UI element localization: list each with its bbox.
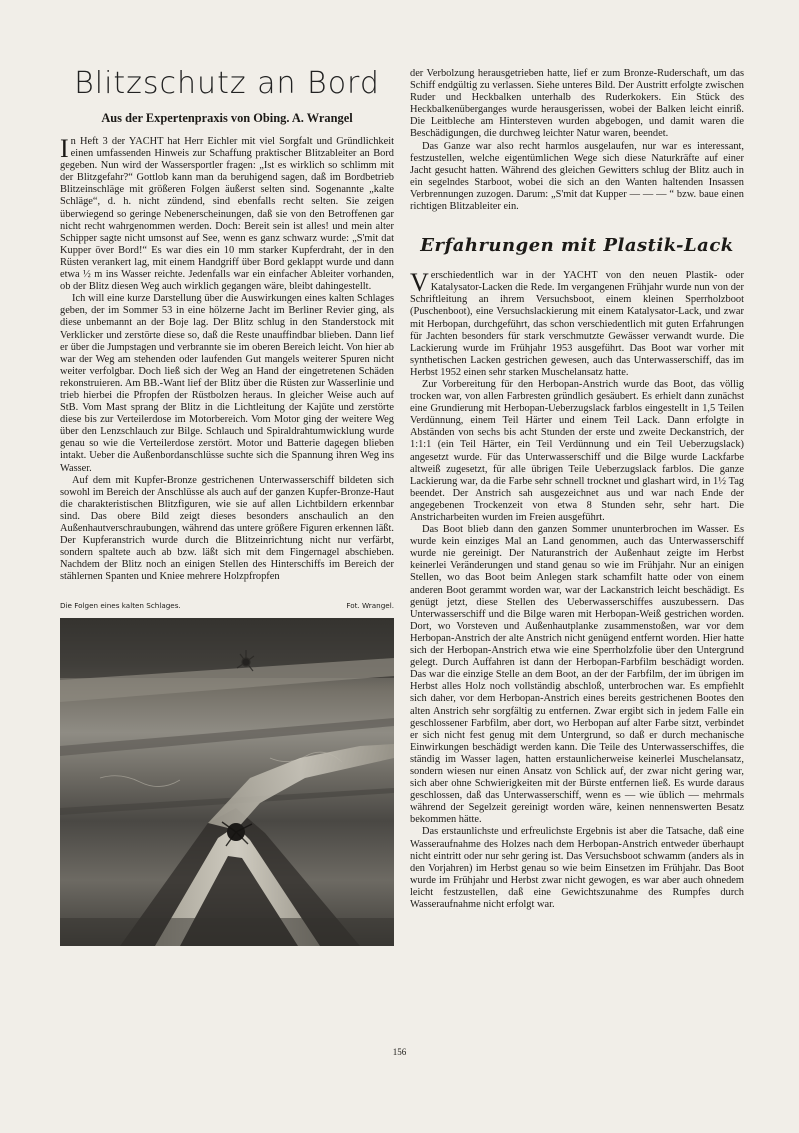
lightning-damage-photo [60,618,394,946]
article2-paragraph-1: Verschiedentlich war in der YACHT von den neuen Plastik- oder Katalysator-Lacken die Rede. Im vergangenen Frühjahr wurde nun von der Schriftleitung an ihrem Versuchsboot, einem kleinen Sperrholzboot (Puschenboot), eine Versuchslackierung mit einem Katalysator-Lack, und zwar mit Herbopan, durchgeführt, das schon verschiedentlich mit guten Erfahrungen für Jachten besonders für stark verschmutzte Gewässer verwandt wurde. Die Lackierung wurde im Frühjahr 1953 ausgeführt. Das Boot war vorher mit synthetischen Lacken gestrichen gewesen, auch das Unterwasserschiff, das im Herbst 1952 einen sehr starken Muschelansatz hatte. [410,268,744,378]
article-title: Blitzschutz an Bord [74,66,380,101]
article-continuation-1: der Verbolzung herausgetrieben hatte, lief er zum Bronze-Ruderschaft, um das Schiff endgültig zu verlassen. Siehe unteres Bild. Der Austritt erfolgte zwischen Ruder und Heckbalken unterhalb des Ruderkokers. Ein Stück des Heckbalkenüberganges wurde herausgerissen, wobei der Balken leicht einriß. Die Leitbleche am Hintersteven wurden abgebogen, und damit waren die Beschädigungen, die durchweg leichter Natur waren, beendet. [410,68,744,140]
drop-cap: I [60,134,69,163]
article2-heading: Erfahrungen mit Plastik-Lack [420,235,734,257]
drop-cap-2: V [410,268,429,298]
article-paragraph-3: Auf dem mit Kupfer-Bronze gestrichenen Unterwasserschiff bildeten sich sowohl im Bereich der Anschlüsse als auch auf der ganzen Kupfer-Bronze-Haut die charakteristischen Blitzfiguren, wie sie auf allen Lichtbildern erkennbar sind. Das obere Bild zeigt dieses besonders anschaulich an den Außenhautverschraubungen, während das untere größere Figuren erkennen läßt. Der Kupferanstrich wurde durch die Blitzeinrichtung nicht nur verfärbt, sondern spaltete auch ab bzw. läßt sich mit dem Fingernagel abschieben. Nachdem der Blitz noch an einigen Stellen des Hinterschiffs im Bereich der stählernen Spanten und Kniee mehrere Holzpfropfen [60,474,394,583]
article2-paragraph-2: Zur Vorbereitung für den Herbopan-Anstrich wurde das Boot, das völlig trocken war, von allen Farbresten gründlich gesäubert. Es erhielt dann zunächst eine Grundierung mit Herbopan-Ueberzugslack farblos eingestellt in 1,5 Teilen Verdünnung, einem Teil Härter und einem Teil Lack. Dann erfolgte in Abständen von sechs bis acht Stunden der erste und zweite Deckanstrich, der 1:1:1 (ein Teil Härter, ein Teil Verdünnung und ein Teil Ueberzugslack) angesetzt wurde. Für das Unterwasserschiff und die Bilge wurde Lackfarbe altweiß zugesetzt, für alle übrigen Teile Ueberzugslack farblos. Die ganze Lackierung war, da die Farbe sehr schnell trocknet und glashart wird, in 1½ Tag beendet. Der Anstrich sah ausgezeichnet aus und war nach Ende der angegebenen Trockenzeit von etwa 8 Stunden sehr, sehr hart. Die Anstricharbeiten wurden im Freien ausgeführt. [410,378,744,523]
article2-paragraph-4: Das erstaunlichste und erfreulichste Ergebnis ist aber die Tatsache, daß eine Wasseraufnahme des Holzes nach dem Herbopan-Anstrich entweder überhaupt nicht eintritt oder nur sehr gering ist. Das Versuchsboot schwamm (anders als in den Vorjahren) im Herbst genau so wie beim Einsetzen im Frühjahr. Das Boot wurde im Frühjahr und Herbst zwar nicht gewogen, es war aber auch ohnedem leicht festzustellen, daß eine Gewichtszunahme des Rumpfes durch Wasseraufnahme nicht erfolgt war. [410,826,744,910]
right-column [410,68,744,911]
photo-caption-row [60,601,394,610]
left-column [60,66,394,946]
article-continuation-2: Das Ganze war also recht harmlos ausgelaufen, nur war es interessant, festzustellen, welche eigentümlichen Wege sich diese Naturkräfte auf einer Jacht gesucht hatten. Während des gleichen Gewitters schlug der Blitz auch in ein segelndes Starboot, wobei die sich an den Wanten haltenden Insassen Verbrennungen zuzogen. Darum: „S'mit dat Kupper — — — “ bzw. baue einen richtigen Blitzableiter ein. [410,140,744,213]
photo-caption: Die Folgen eines kalten Schlages. [60,601,181,611]
article-subtitle: Aus der Expertenpraxis von Obing. A. Wrangel [101,111,353,125]
photo-credit: Fot. Wrangel. [346,601,394,611]
photo-artwork [60,618,394,946]
page-number: 156 [392,1047,407,1057]
article-paragraph-2: Ich will eine kurze Darstellung über die Auswirkungen eines kalten Schlages geben, der im Sommer 53 in eine hölzerne Jacht im Berliner Revier ging, als diese unbemannt an der Boje lag. Der Blitz schlug in den Standerstock mit Verklicker und zerstörte diese so, daß die Reste unauffindbar blieben. Dann lief er über die Jumpstagen und verbrannte sie im oberen Bereich leicht. Von hier ab war der Weg am stehenden oder laufenden Gut mangels weiterer Spuren nicht weiter verfolgbar. Doch ließ sich der Weg an Hand der eingetretenen Schäden rekonstruieren. Am BB.-Want lief der Blitz über die Rüsten zur Wasserlinie und trieb hierbei die Pfropfen der Rüstbolzen heraus. In gleicher Weise auch auf StB. Vom Mast sprang der Blitz in die Lichtleitung der Kajüte und zerstörte diese bis zur Verteilerdose im Motorbereich. Vom Motor ging der weitere Weg über den Lenzschlauch zur Bilge. Schlauch und Spiraldrahtumwicklung wurde genau so wie die Verteilerdose zerstört. Motor und Batterie dagegen blieben intakt. Ueber die Außenbordanschlüsse suchte sich die Spannung ihren Weg ins Wasser. [60,293,394,474]
article2-paragraph-3: Das Boot blieb dann den ganzen Sommer ununterbrochen im Wasser. Es wurde kein einziges Mal an Land genommen, auch das Unterwasserschiff wurde nie gereinigt. Der Naturanstrich der Außenhaut zeigte im Herbst keinerlei Veränderungen und stand genau so wie im Frühjahr. Nur an einigen Stellen, wo das Boot beim Anlegen stark schamfilt hatte oder von einem anderen Boot gerammt worden war, war der Lackanstrich leicht beschädigt. Es genügt jetzt, diese Stellen des Ueberwasserschiffes auszubessern. Das Unterwasserschiff und die Bilge waren mit Herbopan-Weiß gestrichen worden. Dort, wo Vorsteven und Außenhautplanke zusammenstoßen, war vor dem Herbopan-Anstrich der alte Anstrich nicht genügend entfernt worden. Hier hatte sich der Herbopan-Anstrich etwa wie eine Sperrholzfolie über den Untergrund gelegt. Durch Auffahren ist dann der Herbopan-Farbfilm beschädigt worden. Das war die einzige Stelle an dem Boot, an der der Farbfilm, der im übrigen im Herbst alles Holz noch vollständig abschloß, unterbrochen war. Es empfiehlt sich daher, vor dem Herbopan-Anstrich eines bereits gestrichenen Bootes den alten Anstrich sehr sorgfältig zu entfernen. Zwar ergibt sich in jedem Falle ein geschlossener Farbfilm, aber dort, wo Herbopan auf alter Farbe sitzt, verbindet er sich nicht fest genug mit dem Untergrund, so daß er durch mechanische Einwirkungen beschädigt werden kann. Die Teile des Unterwasserschiffes, die ständig im Wasser lagen, hatten erstaunlicherweise keinerlei Muschelansatz, sondern wiesen nur einen Ansatz von Schlick auf, der zwar nicht gering war, sich aber ohne Schwierigkeiten mit der Bürste entfernen ließ. Es wurde daraus geschlossen, daß das Unterwasserschiff, wenn es — wie üblich — mehrmals während der Segelzeit gereinigt worden wäre, keinen nennenswerten Besatz bekommen hätte. [410,524,744,826]
article-paragraph-1: In Heft 3 der YACHT hat Herr Eichler mit viel Sorgfalt und Gründlichkeit einen umfassenden Hinweis zur Schaffung praktischer Blitzableiter an Bord gegeben. Nun wird der Wassersportler fragen: „Ist es wirklich so schlimm mit der Blitzgefahr?“ Gottlob kann man da beruhigend sagen, daß im Bordbetrieb Blitzeinschläge mit größeren Folgen äußerst selten sind. Sogenannte „kalte Schläge“, d. h. nicht zündend, sind ebenfalls recht selten. Sie zeigen überwiegend so geringe Nebenerscheinungen, daß sie von den Betroffenen gar nicht recht wahrgenommen werden. Doch: Bereit sein ist alles! und mein alter Schipper sagte nicht umsonst auf See, wenn es ganz schwarz wurde: „S'mit dat Kupper över Bord!“ Es war dies ein 10 mm starker Kupferdraht, der in den Rüsten verankert lag, mit einem Handgriff über Bord geklappt wurde und dann etwa ½ m ins Wasser reichte. Jedenfalls war ein einfacher Ableiter vorhanden, ob der Blitz diesen Weg auch wirklich gegangen wäre, bleibt dahingestellt. [60,134,394,293]
